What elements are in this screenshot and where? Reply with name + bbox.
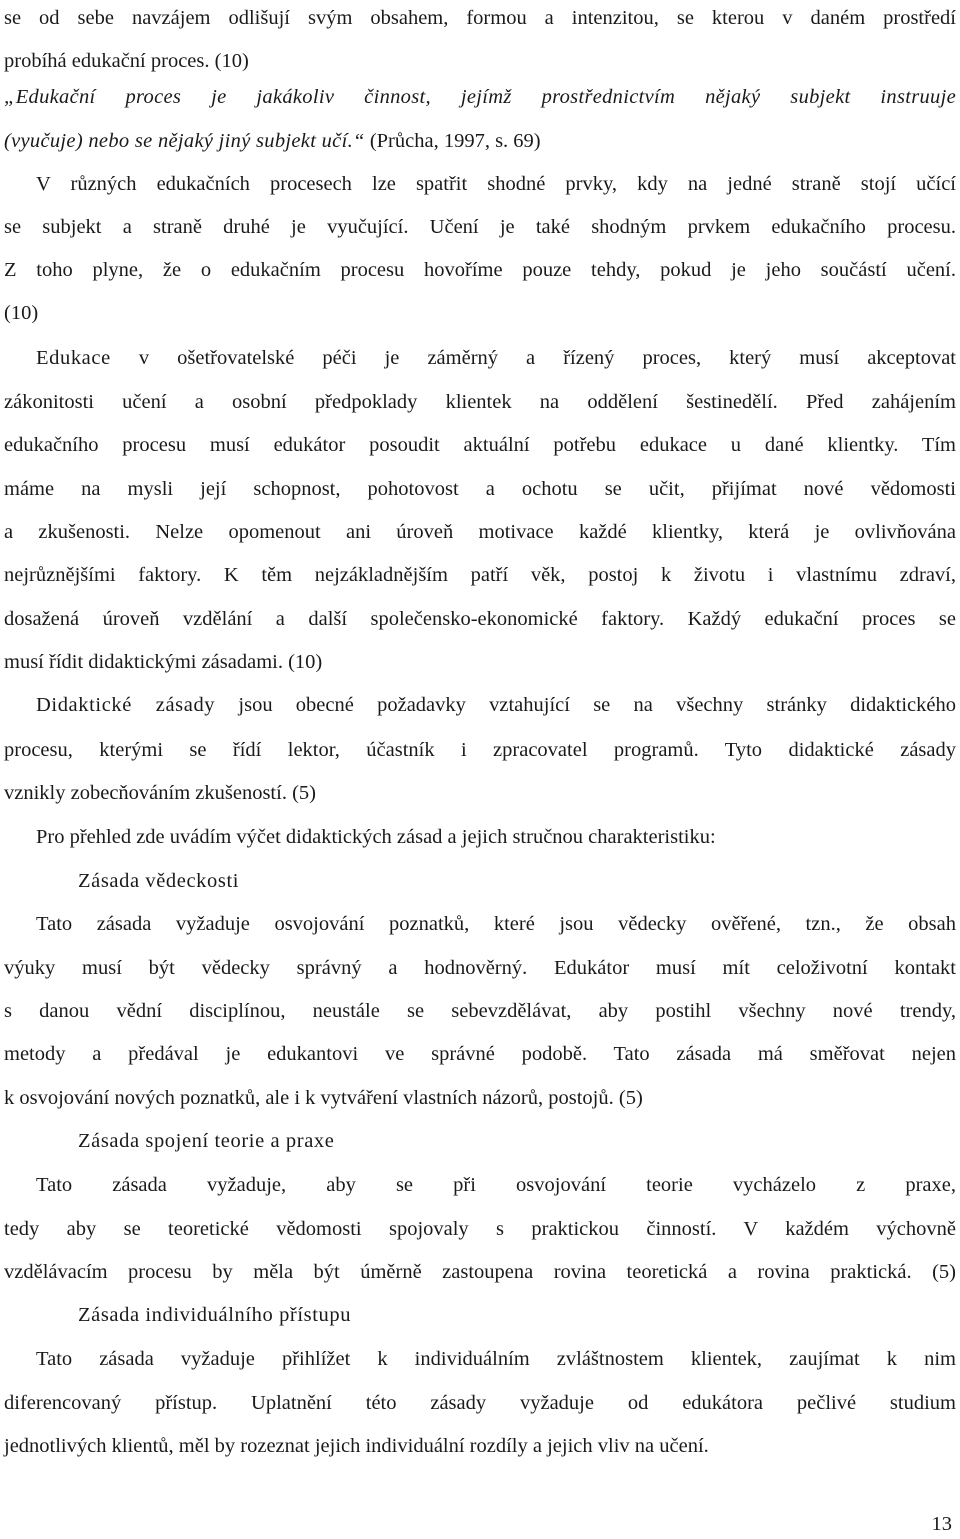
text-line: Z toho plyne, že o edukačním procesu hovoříme pouze tehdy, pokud je jeho součástí učení. xyxy=(4,259,956,281)
text-line: máme na mysli její schopnost, pohotovost a ochotu se učit, přijímat nové vědomosti xyxy=(4,478,956,500)
text-line: s danou vědní disciplínou, neustále se sebevzdělávat, aby postihl všechny nové trendy, xyxy=(4,1000,956,1022)
text-line: se subjekt a straně druhé je vyučující. Učení je také shodným prvkem edukačního procesu. xyxy=(4,216,956,238)
text-line: metody a předával je edukantovi ve správné podobě. Tato zásada má směřovat nejen xyxy=(4,1043,956,1065)
text-line: zákonitosti učení a osobní předpoklady klientek na oddělení šestinedělí. Před zahájením xyxy=(4,391,956,413)
section-heading: Zásada vědeckosti xyxy=(78,870,240,892)
text-line: Pro přehled zde uvádím výčet didaktických zásad a jejich stručnou charakteristiku: xyxy=(36,826,716,848)
text-line: nejrůznějšími faktory. K těm nejzákladnějším patří věk, postoj k životu i vlastnímu zdraví, xyxy=(4,564,956,586)
text-line: tedy aby se teoretické vědomosti spojovaly s praktickou činností. V každém výchovně xyxy=(4,1218,956,1240)
text-line: jednotlivých klientů, měl by rozeznat jejich individuální rozdíly a jejich vliv na učení. xyxy=(4,1435,709,1457)
section-heading: Zásada individuálního přístupu xyxy=(78,1304,352,1326)
quote-line: (vyučuje) nebo se nějaký jiný subjekt učí.“ (Průcha, 1997, s. 69) xyxy=(4,130,541,152)
text-line: vznikly zobecňováním zkušeností. (5) xyxy=(4,782,316,804)
text-line: dosažená úroveň vzdělání a další společensko-ekonomické faktory. Každý edukační proces se xyxy=(4,608,956,630)
term: Didaktické zásady xyxy=(36,694,216,716)
text-line: procesu, kterými se řídí lektor, účastník i zpracovatel programů. Tyto didaktické zásady xyxy=(4,739,956,761)
text-line: Tato zásada vyžaduje, aby se při osvojování teorie vycházelo z praxe, xyxy=(36,1174,956,1196)
quote-text: (vyučuje) nebo se nějaký jiný subjekt učí.“ xyxy=(4,130,365,152)
text-line: výuky musí být vědecky správný a hodnověrný. Edukátor musí mít celoživotní kontakt xyxy=(4,957,956,979)
text-line: musí řídit didaktickými zásadami. (10) xyxy=(4,651,323,673)
text-line: edukačního procesu musí edukátor posoudit aktuální potřebu edukace u dané klientky. Tím xyxy=(4,434,956,456)
section-heading: Zásada spojení teorie a praxe xyxy=(78,1130,335,1152)
text-line: vzdělávacím procesu by měla být úměrně zastoupena rovina teoretická a rovina praktická. (5) xyxy=(4,1261,956,1283)
text-line: Didaktické zásady jsou obecné požadavky vztahující se na všechny stránky didaktického xyxy=(36,694,956,716)
text-line: diferencovaný přístup. Uplatnění této zásady vyžaduje od edukátora pečlivé studium xyxy=(4,1392,956,1414)
text-line: se od sebe navzájem odlišují svým obsahem, formou a intenzitou, se kterou v daném prostředí xyxy=(4,7,956,29)
text-line: a zkušenosti. Nelze opomenout ani úroveň motivace každé klientky, která je ovlivňována xyxy=(4,521,956,543)
text-line: k osvojování nových poznatků, ale i k vytváření vlastních názorů, postojů. (5) xyxy=(4,1087,643,1109)
page-number: 13 xyxy=(931,1513,952,1535)
text-line: Edukace v ošetřovatelské péči je záměrný a řízený proces, který musí akceptovat xyxy=(36,347,956,369)
text-line: Tato zásada vyžaduje přihlížet k individuálním zvláštnostem klientek, zaujímat k nim xyxy=(36,1348,956,1370)
term: Edukace xyxy=(36,347,111,369)
text-line: Tato zásada vyžaduje osvojování poznatků, které jsou vědecky ověřené, tzn., že obsah xyxy=(36,913,956,935)
text-line: V různých edukačních procesech lze spatřit shodné prvky, kdy na jedné straně stojí učící xyxy=(36,173,956,195)
text-line: probíhá edukační proces. (10) xyxy=(4,50,249,72)
text-line: (10) xyxy=(4,302,39,324)
quote-line: „Edukační proces je jakákoliv činnost, jejímž prostřednictvím nějaký subjekt instruuje xyxy=(4,86,956,108)
